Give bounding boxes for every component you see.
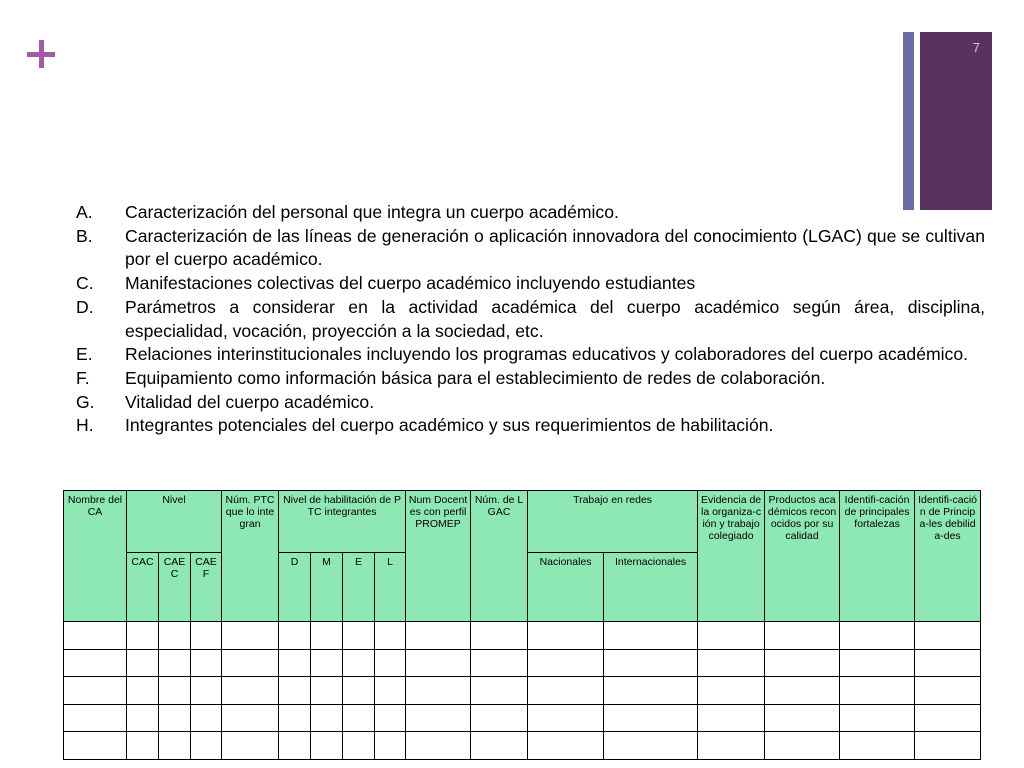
evaluation-table [63, 490, 981, 760]
decorative-bar-wide [920, 32, 992, 210]
header-nivel: Nivel [127, 491, 222, 553]
table-row [64, 704, 981, 732]
list-item: F. Equipamiento como información básica para el establecimiento de redes de colaboración. [76, 367, 826, 388]
header-trabajo-redes: Trabajo en redes [528, 491, 698, 553]
subheader-m: M [311, 553, 343, 622]
header-evidencia: Evidencia de la organiza-ción y trabajo colegiado [698, 491, 765, 622]
list-item: H. Integrantes potenciales del cuerpo académico y sus requerimientos de habilitación. [76, 415, 774, 436]
table-row [64, 649, 981, 677]
table-row [64, 732, 981, 760]
table-row [64, 622, 981, 650]
header-num-docentes: Num Docentes con perfil PROMEP [406, 491, 471, 622]
header-nombre-ca: Nombre del CA [64, 491, 127, 622]
slide-number: 7 [972, 40, 980, 55]
header-nivel-habilitacion: Nivel de habilitación de PTC integrantes [279, 491, 406, 553]
decorative-bar-thin [903, 32, 914, 210]
table-row [64, 677, 981, 705]
subheader-l: L [375, 553, 406, 622]
list-item: B. Caracterización de las líneas de generación o aplicación innovadora del conocimiento (LGAC) que se cultivan por el cuerpo académico. [76, 225, 985, 270]
subheader-internacionales: Internacionales [604, 553, 698, 622]
header-debilidades: Identifi-cación de Principa-les debilida-des [915, 491, 981, 622]
subheader-nacionales: Nacionales [528, 553, 604, 622]
subheader-caef: CAEF [191, 553, 222, 622]
subheader-cac: CAC [127, 553, 159, 622]
list-item: D. Parámetros a considerar en la actividad académica del cuerpo académico según área, disciplina, especialidad, vocación, proyección a la sociedad, etc. [76, 296, 985, 341]
list-item: G. Vitalidad del cuerpo académico. [76, 391, 375, 412]
criteria-list [76, 201, 985, 438]
list-item: C. Manifestaciones colectivas del cuerpo académico incluyendo estudiantes [76, 273, 696, 294]
header-num-lgac: Núm. de LGAC [471, 491, 528, 622]
header-productos: Productos académicos reconocidos por su calidad [765, 491, 840, 622]
subheader-e: E [343, 553, 375, 622]
list-item: A. Caracterización del personal que integra un cuerpo académico. [76, 202, 619, 222]
subheader-caec: CAEC [159, 553, 191, 622]
subheader-d: D [279, 553, 311, 622]
header-fortalezas: Identifi-cación de principales fortalezas [840, 491, 915, 622]
list-item: E. Relaciones interinstitucionales incluyendo los programas educativos y colaboradores del cuerpo académico. [76, 344, 969, 365]
plus-icon [27, 40, 57, 70]
header-num-ptc: Núm. PTC que lo integran [222, 491, 279, 622]
